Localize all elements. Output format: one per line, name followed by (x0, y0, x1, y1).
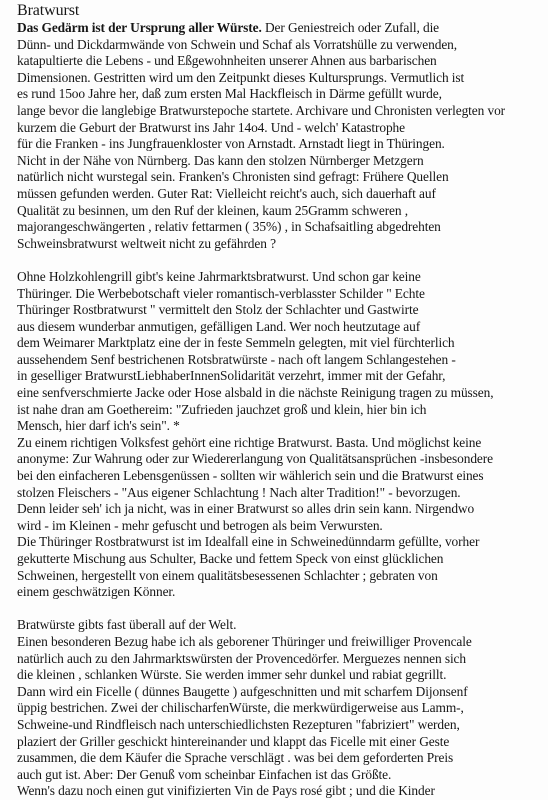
line-text: lange bevor die langlebige Bratwurstepoche startete. Archivare und Chronisten verlegten vor (17, 102, 506, 118)
text-line (17, 518, 545, 535)
text-line (17, 53, 545, 70)
line-text: stolzen Fleischers - "Aus eigener Schlachtung ! Nach alter Tradition!" - bevorzugen. (17, 484, 461, 500)
line-text: Schweinen, hergestellt von einem qualitätsbesessenen Schlachter ; gebraten von (17, 567, 438, 583)
line-text: in geselliger BratwurstLiebhaberInnenSolidarität verzehrt, immer mit der Gefahr, (17, 368, 446, 384)
text-line (17, 534, 545, 551)
line-text: kurzem die Geburt der Bratwurst ins Jahr 14o4. Und - welch' Katastrophe (17, 119, 405, 135)
line-text: zusammen, die dem Käufer die Sprache verschlägt . was bei dem geforderten Preis (17, 750, 454, 766)
text-line (17, 634, 545, 651)
text-line (17, 352, 545, 369)
document-title: Bratwurst (17, 2, 80, 19)
text-line (17, 767, 545, 784)
line-text: Denn leider seh' ich ja nicht, was in einer Bratwurst so alles drin sein kann. Nirgendwo (17, 501, 475, 517)
text-line (17, 584, 545, 601)
text-line (17, 418, 545, 435)
text-line (17, 136, 545, 153)
text-line (17, 236, 545, 253)
article-body (17, 1, 545, 800)
text-line (17, 402, 545, 419)
text-line (17, 451, 545, 468)
line-text: Der Geniestreich oder Zufall, die (261, 20, 440, 35)
line-text: ist nahe dran am Goethereim: "Zufrieden jauchzet groß und klein, hier bin ich (17, 401, 427, 417)
line-text: Thüringer. Die Werbebotschaft vieler romantisch-verblasster Schilder " Echte (17, 285, 425, 301)
line-text: katapultierte die Lebens - und Eßgewohnheiten unserer Ahnen aus barbarischen (17, 53, 437, 69)
text-line (17, 468, 545, 485)
text-line (17, 86, 545, 103)
line-text: natürlich nicht wurstegal sein. Franken's Chronisten sind gefragt: Frühere Quellen (17, 169, 449, 185)
line-text: auch gut ist. Aber: Der Genuß vom scheinbar Einfachen ist das Größte. (17, 766, 392, 782)
line-text: bei den einfacheren Lebensgenüssen - sollten wir wählerich sein und die Bratwurst eines (17, 468, 484, 484)
line-text: Zu einem richtigen Volksfest gehört eine richtige Bratwurst. Basta. Und möglichst keine (17, 434, 482, 450)
text-line (17, 319, 545, 336)
text-line (17, 435, 545, 452)
text-line (17, 501, 545, 518)
text-line (17, 385, 545, 402)
line-text: eine senfverschmierte Jacke oder Hose alsbald in die nächste Reinigung tragen zu müssen, (17, 385, 494, 401)
text-line (17, 568, 545, 585)
line-text: aussehendem Senf bestrichenen Rotsbratwürste - nach oft langem Schlangestehen - (17, 351, 456, 367)
line-text: Wenn's dazu noch einen gut vinifizierten Vin de Pays rosé gibt ; und die Kinder (17, 783, 435, 799)
lead-sentence: Das Gedärm ist der Ursprung aller Würste. (17, 20, 262, 35)
text-line (17, 219, 545, 236)
line-text: Thüringer Rostbratwurst " vermittelt den Stolz der Schlachter und Gastwirte (17, 302, 419, 318)
text-line (17, 103, 545, 120)
text-line (17, 269, 545, 286)
text-line (17, 120, 545, 137)
text-line (17, 551, 545, 568)
text-line (17, 717, 545, 734)
line-text: plaziert der Griller geschickt hintereinander und klappt das Ficelle mit einer Geste (17, 733, 450, 749)
line-text: Qualität zu besinnen, um den Ruf der kleinen, kaum 25Gramm schweren , (17, 202, 408, 218)
line-text: Dimensionen. Gestritten wird um den Zeitpunkt dieses Kultursprungs. Vermutlich ist (17, 69, 465, 85)
line-text: aus diesem wunderbar anmutigen, gefälligen Land. Wer noch heutzutage auf (17, 318, 421, 334)
text-line (17, 203, 545, 220)
text-line (17, 368, 545, 385)
text-line (17, 70, 545, 87)
line-text: Die Thüringer Rostbratwurst ist im Idealfall eine in Schweinedünndarm gefüllte, vorher (17, 534, 480, 550)
line-text: natürlich auch zu den Jahrmarktswürsten der Provencedörfer. Merguezes nennen sich (17, 650, 466, 666)
text-line (17, 684, 545, 701)
text-line (17, 37, 545, 54)
line-text: Dann wird ein Ficelle ( dünnes Baugette ) aufgeschnitten und mit scharfem Dijonsenf (17, 683, 468, 699)
text-line (17, 186, 545, 203)
text-line (17, 302, 545, 319)
line-text: Ohne Holzkohlengrill gibt's keine Jahrmarktsbratwurst. Und schon gar keine (17, 268, 421, 284)
line-text: Nicht in der Nähe von Nürnberg. Das kann den stolzen Nürnberger Metzgern (17, 152, 424, 168)
text-line (17, 651, 545, 668)
line-text: müssen gefunden werden. Guter Rat: Vielleicht reicht's auch, sich dauerhaft auf (17, 185, 436, 201)
text-line (17, 783, 545, 800)
text-line (17, 485, 545, 502)
line-text: Dünn- und Dickdarmwände von Schwein und Schaf als Vorratshülle zu verwenden, (17, 36, 458, 52)
line-text: dem Weimarer Marktplatz eine der in feste Semmeln gelegten, mit viel fürchterlich (17, 335, 455, 351)
line-text: die kleinen , schlanken Würste. Sie werden immer sehr dunkel und rabiat gegrillt. (17, 667, 447, 683)
line-text: Bratwürste gibts fast überall auf der Welt. (17, 617, 237, 633)
line-text: gekutterte Mischung aus Schulter, Backe und fettem Speck von einst glücklichen (17, 551, 444, 566)
line-text: Einen besonderen Bezug habe ich als geborener Thüringer und freiwilliger Provencale (17, 633, 472, 649)
paragraph-spacer (17, 252, 545, 269)
line-text: anonyme: Zur Wahrung oder zur Wiedererlangung von Qualitätsansprüchen -insbesondere (17, 451, 493, 467)
line-text: Mensch, hier darf ich's sein". * (17, 418, 180, 434)
text-line (17, 700, 545, 717)
text-line (17, 169, 545, 186)
line-text: es rund 15oo Jahre her, daß zum ersten Mal Hackfleisch in Därme gefüllt wurde, (17, 86, 442, 102)
text-line (17, 335, 545, 352)
paragraph-spacer (17, 601, 545, 618)
text-line (17, 20, 545, 37)
line-text: üppig bestrichen. Zwei der chilischarfenWürste, die merkwürdigerweise aus Lamm-, (17, 700, 464, 716)
line-text: wird - im Kleinen - mehr gefuscht und betrogen als beim Verwursten. (17, 517, 383, 533)
line-text: einem geschwätzigen Könner. (17, 584, 176, 600)
text-line (17, 286, 545, 303)
text-line (17, 750, 545, 767)
line-text: Schweinsbratwurst weltweit nicht zu gefährden ? (17, 235, 276, 251)
text-line (17, 734, 545, 751)
line-text: Schweine-und Rindfleisch nach unterschiedlichsten Rezepturen "fabriziert" werden, (17, 716, 460, 732)
text-line (17, 667, 545, 684)
text-line (17, 153, 545, 170)
text-line (17, 617, 545, 634)
line-text: majorangeschwängerten , relativ fettarmen ( 35%) , in Schafsaitling abgedrehten (17, 219, 441, 235)
line-text: für die Franken - ins Jungfrauenkloster von Arnstadt. Arnstadt liegt in Thüringen. (17, 136, 445, 152)
